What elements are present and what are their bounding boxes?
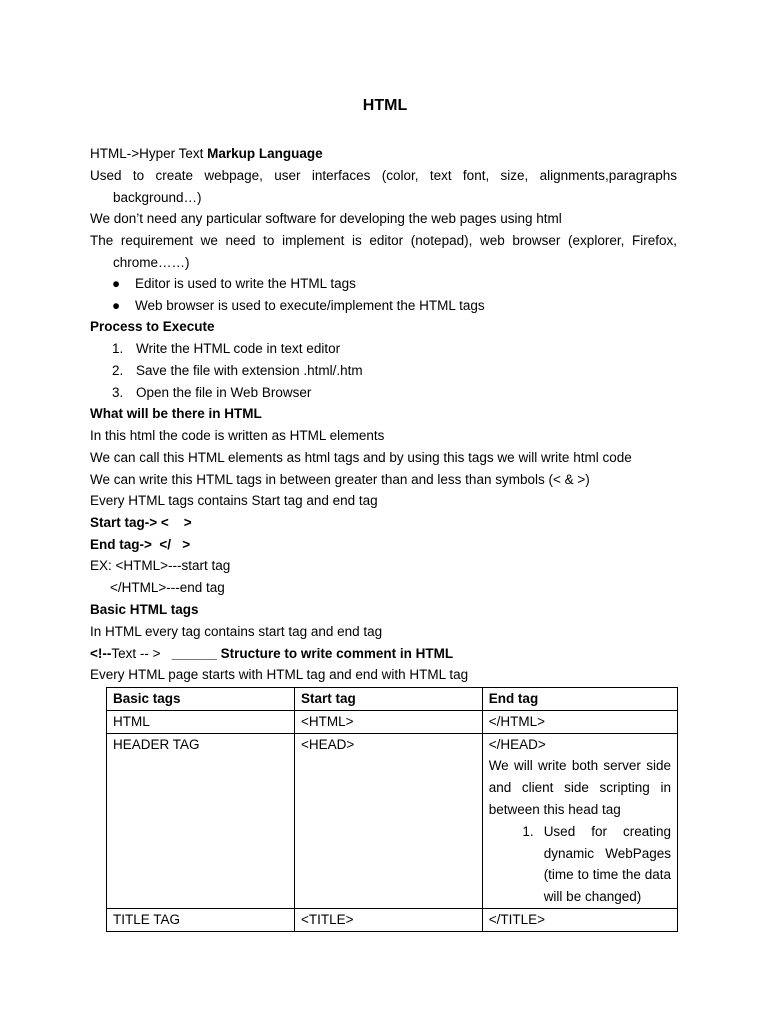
cell-start: <HEAD> <box>294 733 482 908</box>
elements-heading: What will be there in HTML <box>90 406 262 421</box>
comment-desc: Structure to write comment in HTML <box>220 646 454 661</box>
requirement-line-2: chrome……) <box>113 255 190 270</box>
process-step: 2. Save the file with extension .html/.htm <box>112 363 363 378</box>
end-note-line: between this head tag <box>488 801 621 817</box>
sub-list-line: (time to time the data <box>543 867 671 883</box>
basic-line: In HTML every tag contains start tag and end tag <box>90 624 383 639</box>
cell-tag: HTML <box>107 710 295 733</box>
basic-heading: Basic HTML tags <box>90 602 199 617</box>
end-note-line: We will write both server side <box>488 758 671 774</box>
acronym-prefix: HTML->Hyper Text <box>90 146 208 161</box>
sub-list-item <box>489 821 671 908</box>
cell-tag: TITLE TAG <box>107 908 295 931</box>
header-start-tag: Start tag <box>294 688 482 711</box>
usage-line-2: background…) <box>113 190 202 205</box>
step-text: Open the file in Web Browser <box>136 385 312 400</box>
step-text: Write the HTML code in text editor <box>136 341 341 356</box>
bullet-item <box>112 295 485 316</box>
page-title: HTML <box>362 97 408 114</box>
elements-line: We can call this HTML elements as html tags and by using this tags we will write html code <box>90 450 632 465</box>
cell-start: <TITLE> <box>294 908 482 931</box>
comment-text: Text -- > <box>111 646 161 661</box>
table-row <box>107 733 678 908</box>
acronym-bold: Markup Language <box>207 146 323 161</box>
table-row <box>107 710 678 733</box>
sub-list-line: will be changed) <box>543 889 642 905</box>
cell-end: </HTML> <box>482 710 677 733</box>
end-note-line: and client side scripting in <box>488 780 671 796</box>
comment-blank: ______ <box>171 646 217 661</box>
cell-end: </TITLE> <box>482 908 677 931</box>
process-step: 3. Open the file in Web Browser <box>112 385 312 400</box>
header-end-tag: End tag <box>482 688 677 711</box>
end-tag-value: </HEAD> <box>488 736 546 752</box>
step-text: Save the file with extension .html/.htm <box>136 363 363 378</box>
page-line: Every HTML page starts with HTML tag and end with HTML tag <box>90 667 469 682</box>
bullet-icon: ● <box>112 298 121 313</box>
process-heading: Process to Execute <box>90 319 215 334</box>
header-basic-tags: Basic tags <box>107 688 295 711</box>
sub-list-number: 1. <box>522 823 534 839</box>
sub-list-line: Used for creating <box>543 823 671 839</box>
elements-line: Every HTML tags contains Start tag and end tag <box>90 493 378 508</box>
requirement-line-1: The requirement we need to implement is editor (notepad), web browser (explorer, Firefox, <box>90 233 677 248</box>
bullet-text: Web browser is used to execute/implement the HTML tags <box>135 298 485 313</box>
example-end-line: </HTML>---end tag <box>110 580 225 595</box>
no-software-line: We don’t need any particular software for developing the web pages using html <box>90 211 562 226</box>
process-step: 1. Write the HTML code in text editor <box>112 341 341 356</box>
elements-line: In this html the code is written as HTML elements <box>90 428 385 443</box>
usage-line-1: Used to create webpage, user interfaces (color, text font, size, alignments,paragraphs <box>90 168 677 183</box>
comment-line <box>90 643 453 664</box>
example-start-line: EX: <HTML>---start tag <box>90 558 231 573</box>
table-header-row <box>107 688 678 711</box>
comment-prefix: <!-- <box>90 646 112 661</box>
acronym-line <box>90 143 323 164</box>
start-tag-line: Start tag-> < > <box>90 515 192 530</box>
bullet-text: Editor is used to write the HTML tags <box>135 276 356 291</box>
basic-tags-table <box>106 687 678 932</box>
sub-list-line: dynamic WebPages <box>543 845 671 861</box>
cell-end <box>482 733 677 908</box>
cell-tag: HEADER TAG <box>107 733 295 908</box>
cell-start: <HTML> <box>294 710 482 733</box>
bullet-icon: ● <box>112 276 121 291</box>
end-tag-line: End tag-> </ > <box>90 537 191 552</box>
table-row <box>107 908 678 931</box>
elements-line: We can write this HTML tags in between greater than and less than symbols (< & >) <box>90 472 590 487</box>
bullet-item <box>112 273 356 294</box>
